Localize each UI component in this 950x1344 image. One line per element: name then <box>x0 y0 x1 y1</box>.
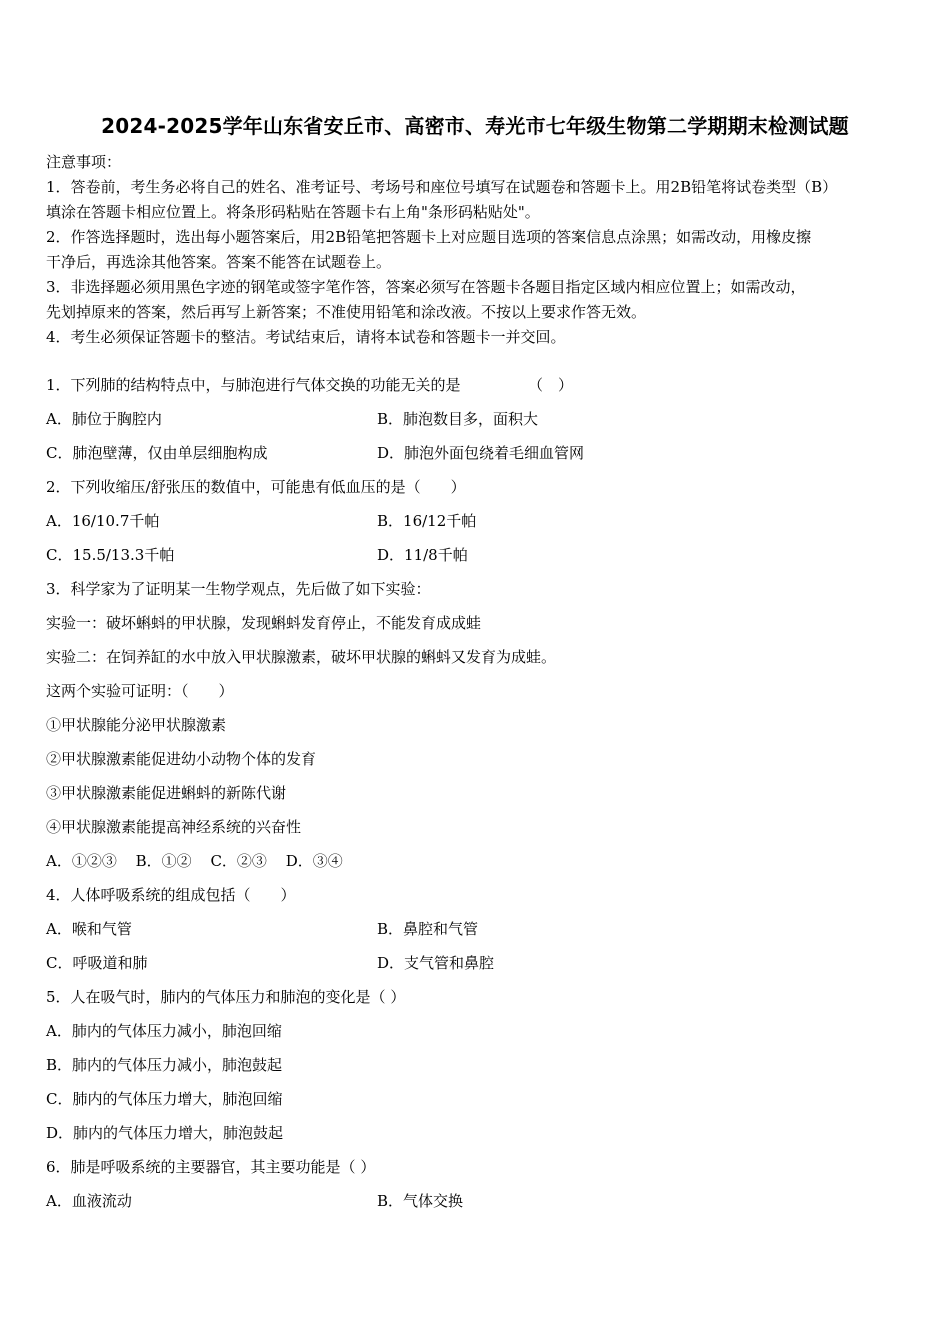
question-1-options-row-1 <box>46 404 906 438</box>
question-3-experiment-1: 实验一：破坏蝌蚪的甲状腺，发现蝌蚪发育停止，不能发育成成蛙 <box>46 614 482 632</box>
question-6-option-b: B．气体交换 <box>377 1192 464 1210</box>
question-3-option-c: C．②③ <box>210 852 267 870</box>
question-2-options-row-2 <box>46 540 906 574</box>
question-6-option-a: A．血液流动 <box>46 1192 132 1210</box>
question-5-option-c: C．肺内的气体压力增大，肺泡回缩 <box>46 1090 283 1108</box>
question-1-option-c: C．肺泡壁薄，仅由单层细胞构成 <box>46 444 268 462</box>
question-4-stem: 4．人体呼吸系统的组成包括（ ） <box>46 886 296 904</box>
question-5-stem: 5．人在吸气时，肺内的气体压力和肺泡的变化是（ ） <box>46 988 406 1006</box>
question-3-experiment-2: 实验二：在饲养缸的水中放入甲状腺激素，破坏甲状腺的蝌蚪又发育为成蛙。 <box>46 648 557 666</box>
question-2-options-row-1 <box>46 506 906 540</box>
question-4-option-b: B．鼻腔和气管 <box>377 920 479 938</box>
question-6-options-row-1 <box>46 1186 906 1220</box>
notice-line: 填涂在答题卡相应位置上。将条形码粘贴在答题卡右上角"条形码粘贴处"。 <box>46 203 540 221</box>
notice-section <box>46 150 906 350</box>
question-3-option-a: A．①②③ <box>46 852 117 870</box>
question-4-option-a: A．喉和气管 <box>46 920 132 938</box>
question-3-stem: 3．科学家为了证明某一生物学观点，先后做了如下实验： <box>46 580 431 598</box>
question-1-option-b: B．肺泡数目多，面积大 <box>377 410 539 428</box>
question-3-ask: 这两个实验可证明：（ ） <box>46 682 234 700</box>
notice-line: 4．考生必须保证答题卡的整洁。考试结束后，请将本试卷和答题卡一并交回。 <box>46 328 566 346</box>
question-2-option-a: A．16/10.7千帕 <box>46 512 160 530</box>
question-3-option-b: B．①② <box>135 852 192 870</box>
question-3-option-d: D．③④ <box>285 852 343 870</box>
question-3-statement-1: ①甲状腺能分泌甲状腺激素 <box>46 716 227 734</box>
question-4-options-row-1 <box>46 914 906 948</box>
question-5-option-a: A．肺内的气体压力减小，肺泡回缩 <box>46 1022 282 1040</box>
question-1-options-row-2 <box>46 438 906 472</box>
notice-heading: 注意事项： <box>46 153 122 171</box>
notice-line: 1．答卷前，考生务必将自己的姓名、准考证号、考场号和座位号填写在试题卷和答题卡上。用2B铅笔将试卷类型（B） <box>46 178 838 196</box>
question-2-stem: 2．下列收缩压/舒张压的数值中，可能患有低血压的是（ ） <box>46 478 466 496</box>
question-3-options <box>46 846 906 880</box>
question-6-stem: 6．肺是呼吸系统的主要器官，其主要功能是（ ） <box>46 1158 376 1176</box>
question-2-option-c: C．15.5/13.3千帕 <box>46 546 175 564</box>
question-4-option-d: D．支气管和鼻腔 <box>377 954 495 972</box>
questions-section <box>46 370 906 1220</box>
notice-line: 3．非选择题必须用黑色字迹的钢笔或签字笔作答，答案必须写在答题卡各题目指定区域内相应位置上；如需改动， <box>46 278 806 296</box>
question-5-option-d: D．肺内的气体压力增大，肺泡鼓起 <box>46 1124 284 1142</box>
question-5-option-b: B．肺内的气体压力减小，肺泡鼓起 <box>46 1056 283 1074</box>
question-2-option-d: D．11/8千帕 <box>377 546 468 564</box>
question-1-option-d: D．肺泡外面包绕着毛细血管网 <box>377 444 585 462</box>
notice-line: 干净后，再选涂其他答案。答案不能答在试题卷上。 <box>46 253 392 271</box>
question-4-option-c: C．呼吸道和肺 <box>46 954 148 972</box>
question-4-options-row-2 <box>46 948 906 982</box>
question-3-statement-3: ③甲状腺激素能促进蝌蚪的新陈代谢 <box>46 784 287 802</box>
notice-line: 2．作答选择题时，选出每小题答案后，用2B铅笔把答题卡上对应题目选项的答案信息点涂黑；如需改动，用橡皮擦 <box>46 228 812 246</box>
notice-line: 先划掉原来的答案，然后再写上新答案；不准使用铅笔和涂改液。不按以上要求作答无效。 <box>46 303 647 321</box>
page-title: 2024-2025学年山东省安丘市、高密市、寿光市七年级生物第二学期期末检测试题 <box>101 114 849 138</box>
question-1-stem: 1．下列肺的结构特点中，与肺泡进行气体交换的功能无关的是 （ ） <box>46 376 574 394</box>
question-1-option-a: A．肺位于胸腔内 <box>46 410 162 428</box>
question-3-statement-4: ④甲状腺激素能提高神经系统的兴奋性 <box>46 818 302 836</box>
question-3-statement-2: ②甲状腺激素能促进幼小动物个体的发育 <box>46 750 317 768</box>
question-2-option-b: B．16/12千帕 <box>377 512 477 530</box>
